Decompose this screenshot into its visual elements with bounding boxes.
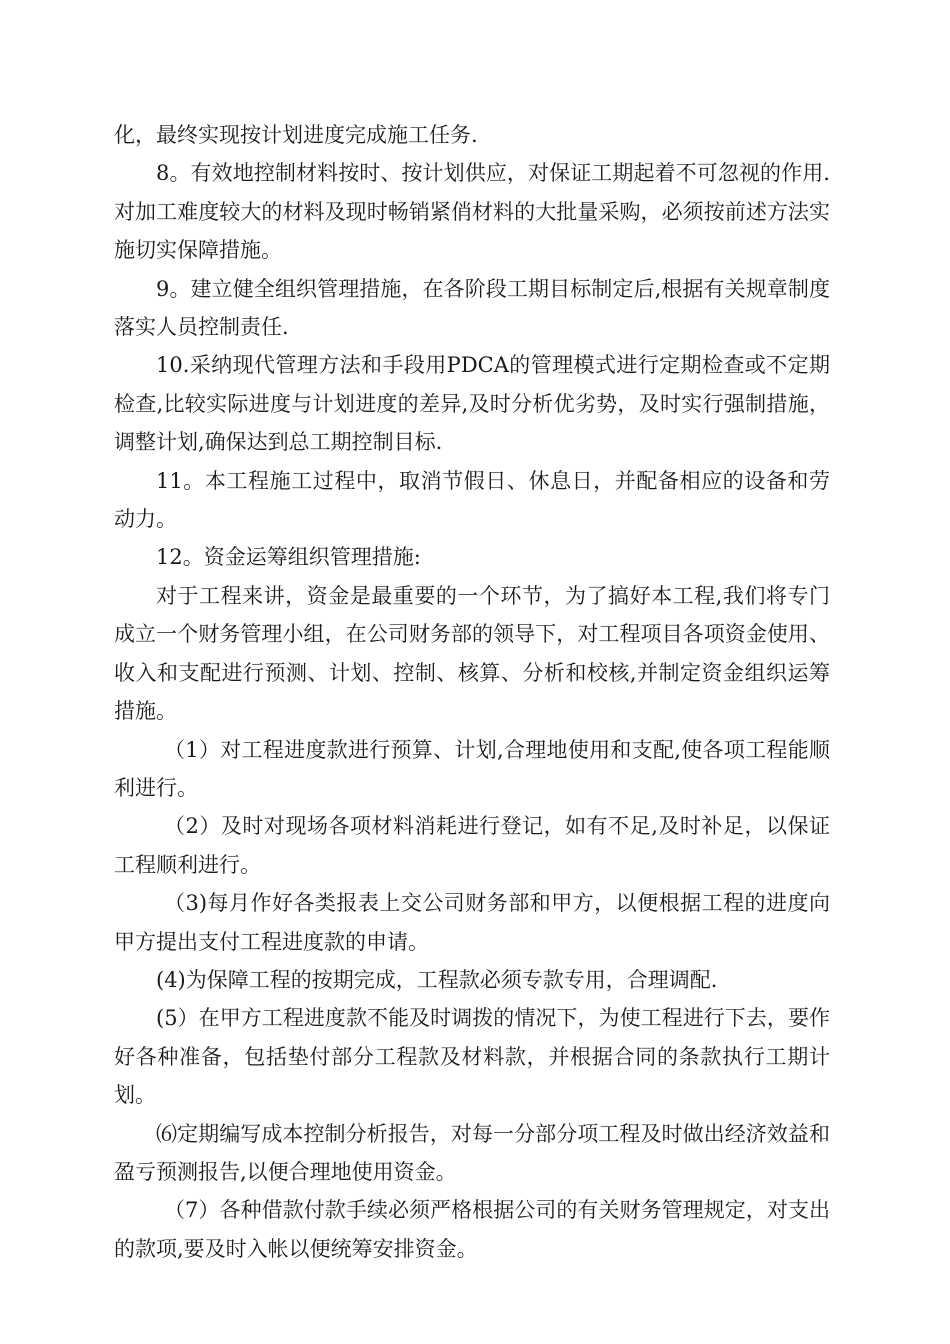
- paragraph-item-8: 8。有效地控制材料按时、按计划供应，对保证工期起着不可忽视的作用.对加工难度较大的材料及现时畅销紧俏材料的大批量采购，必须按前述方法实施切实保障措施。: [114, 161, 830, 263]
- paragraph-subitem-3: （3)每月作好各类报表上交公司财务部和甲方，以便根据工程的进度向甲方提出支付工程进度款的申请。: [114, 891, 830, 954]
- paragraph-item-11: 11。本工程施工过程中，取消节假日、休息日，并配备相应的设备和劳动力。: [114, 468, 830, 532]
- paragraph-subitem-7: （7）各种借款付款手续必须严格根据公司的有关财务管理规定，对支出的款项,要及时入帐以便统筹安排资金。: [114, 1198, 830, 1261]
- document-body: [114, 116, 830, 1268]
- paragraph-subitem-6: ⑹定期编写成本控制分析报告，对每一分部分项工程及时做出经济效益和盈亏预测报告,以便合理地使用资金。: [114, 1121, 830, 1184]
- paragraph-item-9: 9。建立健全组织管理措施，在各阶段工期目标制定后,根据有关规章制度落实人员控制责任.: [114, 276, 830, 340]
- paragraph-continuation: 化，最终实现按计划进度完成施工任务.: [114, 123, 478, 147]
- paragraph-subitem-1: （1）对工程进度款进行预算、计划,合理地使用和支配,使各项工程能顺利进行。: [114, 737, 830, 800]
- paragraph-item-12-heading: 12。资金运筹组织管理措施:: [156, 545, 421, 570]
- paragraph-subitem-4: (4)为保障工程的按期完成，工程款必须专款专用，合理调配.: [156, 967, 718, 992]
- paragraph-funding-intro: 对于工程来讲，资金是最重要的一个环节，为了搞好本工程,我们将专门成立一个财务管理小组，在公司财务部的领导下，对工程项目各项资金使用、收入和支配进行预测、计划、控制、核算、分析和校核,并制定资金组织运筹措施。: [114, 583, 830, 724]
- paragraph-item-10: 10.采纳现代管理方法和手段用PDCA的管理模式进行定期检查或不定期检查,比较实际进度与计划进度的差异,及时分析优劣势，及时实行强制措施，调整计划,确保达到总工期控制目标.: [114, 353, 830, 455]
- paragraph-subitem-2: （2）及时对现场各项材料消耗进行登记，如有不足,及时补足，以保证工程顺利进行。: [114, 814, 830, 877]
- paragraph-subitem-5: (5）在甲方工程进度款不能及时调拨的情况下，为使工程进行下去，要作好各种准备，包括垫付部分工程款及材料款，并根据合同的条款执行工期计划。: [114, 1006, 830, 1108]
